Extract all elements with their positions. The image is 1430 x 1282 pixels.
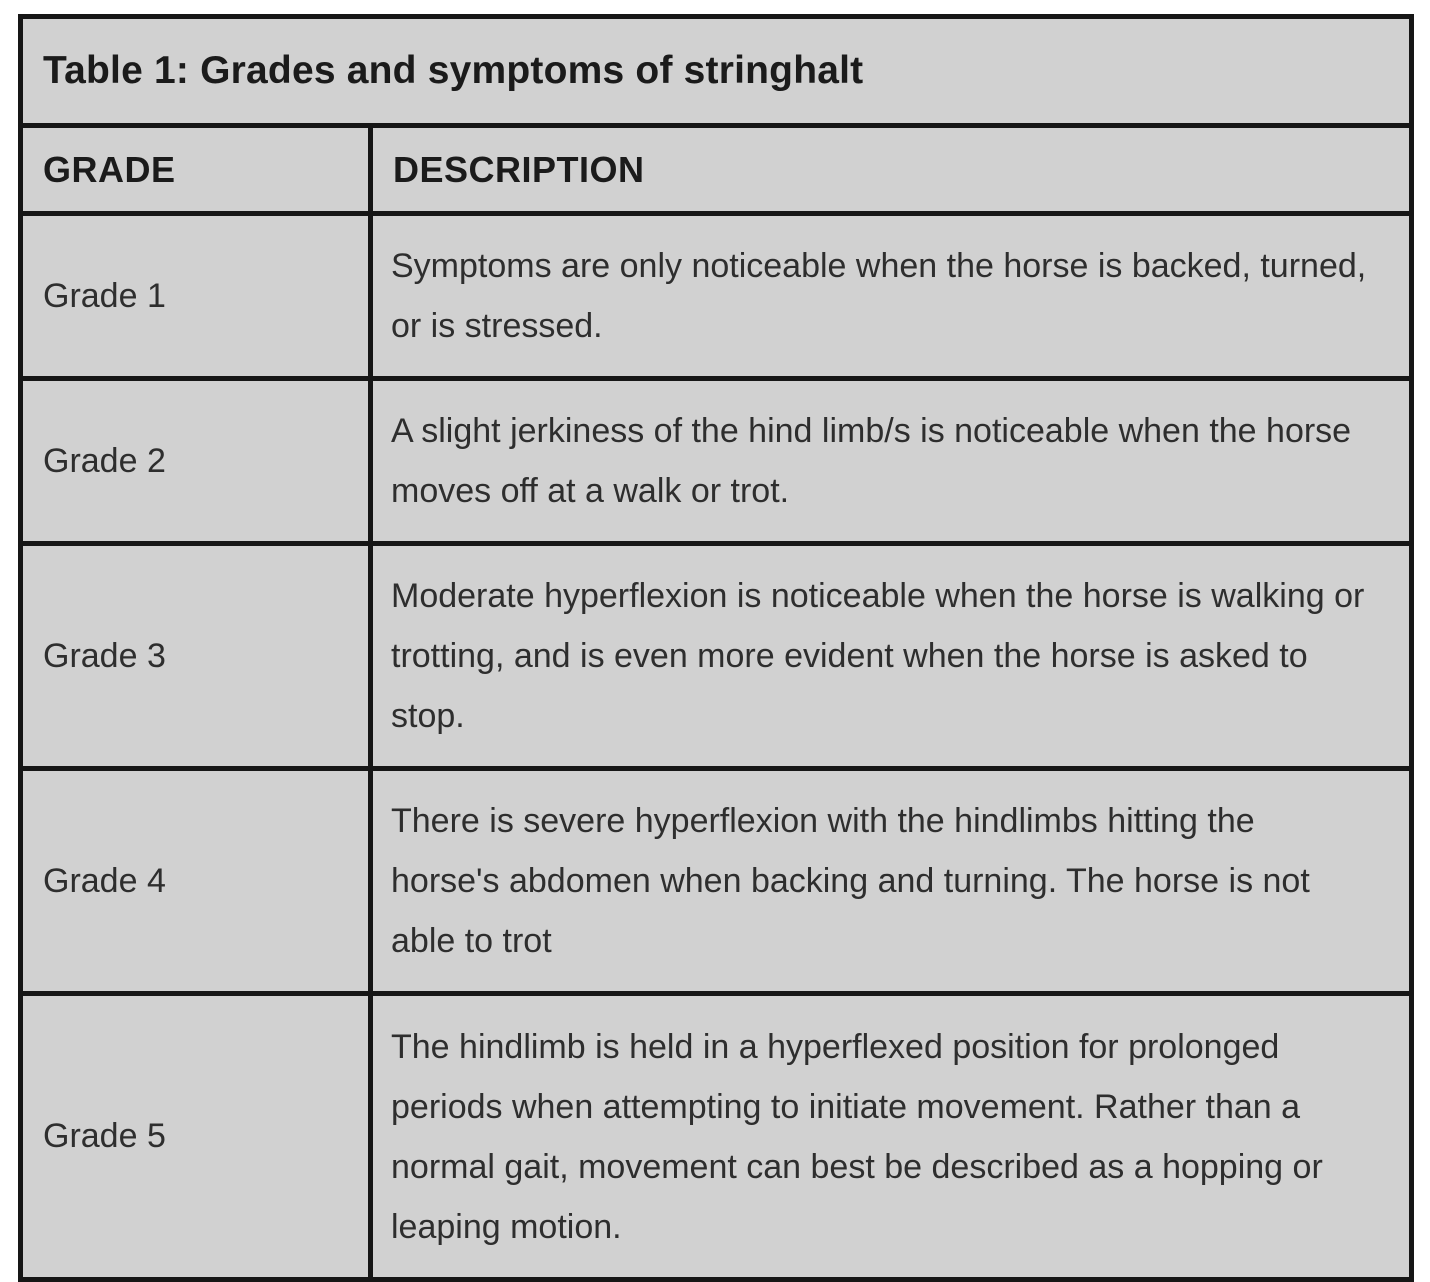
grade-label: Grade 5 (21, 994, 371, 1280)
table-title-row (21, 17, 1412, 126)
table-header-row (21, 126, 1412, 214)
table-row-grade-5 (21, 994, 1412, 1280)
grade-description: Symptoms are only noticeable when the horse is backed, turned, or is stressed. (371, 214, 1412, 379)
grade-description: There is severe hyperflexion with the hindlimbs hitting the horse's abdomen when backing and turning. The horse is not able to trot (371, 769, 1412, 994)
table-title: Table 1: Grades and symptoms of stringhalt (21, 17, 1412, 126)
grade-label: Grade 4 (21, 769, 371, 994)
column-header-grade: GRADE (21, 126, 371, 214)
grade-description: A slight jerkiness of the hind limb/s is noticeable when the horse moves off at a walk or trot. (371, 379, 1412, 544)
table-row-grade-3 (21, 544, 1412, 769)
grade-description: Moderate hyperflexion is noticeable when the horse is walking or trotting, and is even more evident when the horse is asked to stop. (371, 544, 1412, 769)
grade-label: Grade 1 (21, 214, 371, 379)
table-row-grade-2 (21, 379, 1412, 544)
grade-description: The hindlimb is held in a hyperflexed position for prolonged periods when attempting to initiate movement. Rather than a normal gait, movement can best be described as a hopping or leaping motion. (371, 994, 1412, 1280)
grade-label: Grade 3 (21, 544, 371, 769)
column-header-description: DESCRIPTION (371, 126, 1412, 214)
grade-label: Grade 2 (21, 379, 371, 544)
table-row-grade-4 (21, 769, 1412, 994)
table-row-grade-1 (21, 214, 1412, 379)
stringhalt-grades-table (18, 14, 1414, 1282)
